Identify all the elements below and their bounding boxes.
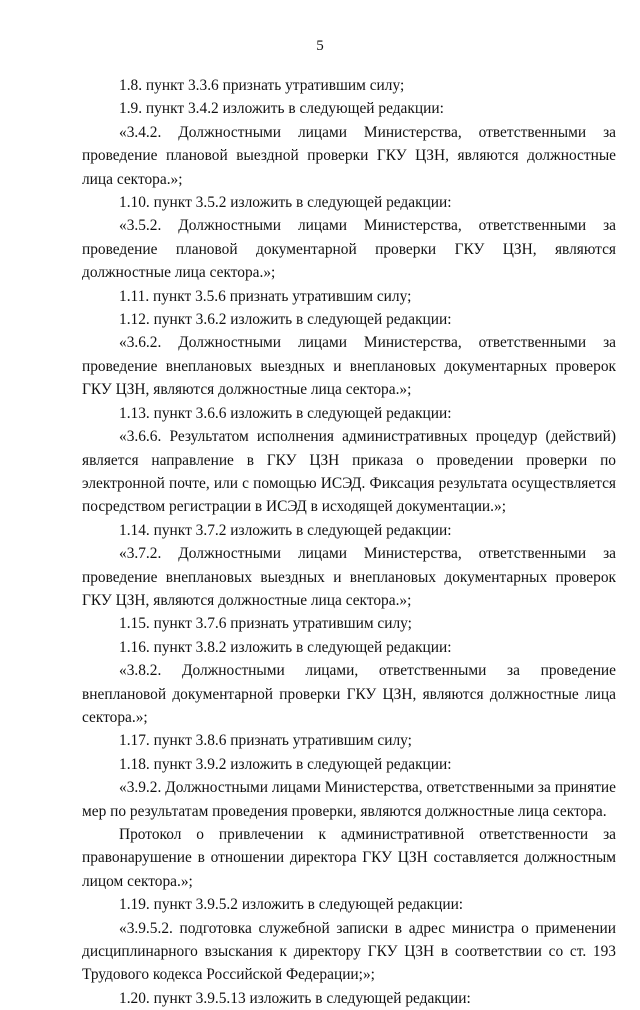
quote-3-8-2: «3.8.2. Должностными лицами, ответственными за проведение внеплановой документарной проверки ГКУ ЦЗН, являются должностные лица сектора.»; [82,662,616,726]
paragraph-1-8: 1.8. пункт 3.3.6 признать утратившим силу; [119,77,405,94]
paragraph-1-12: 1.12. пункт 3.6.2 изложить в следующей редакции: [119,311,452,329]
quote-3-6-6: «3.6.6. Результатом исполнения административных процедур (действий) является направление в ГКУ ЦЗН приказа о проведении проверки по электронной почте, или с помощью ИСЭД. Фиксация результата осуществляется посредством регистрации в ИСЭД в исходящей документации.»; [82,428,616,516]
page-number: 5 [316,38,324,54]
paragraph-1-20: 1.20. пункт 3.9.5.13 изложить в следующей редакции: [119,989,471,1007]
paragraph-1-9: 1.9. пункт 3.4.2 изложить в следующей редакции: [119,100,444,118]
paragraph-protocol: Протокол о привлечении к административной ответственности за правонарушение в отношении директора ГКУ ЦЗН составляется должностным лицом сектора.»; [82,826,616,890]
paragraph-1-10: 1.10. пункт 3.5.2 изложить в следующей редакции: [119,194,452,212]
paragraph-1-18: 1.18. пункт 3.9.2 изложить в следующей редакции: [119,755,452,773]
paragraph-1-13: 1.13. пункт 3.6.6 изложить в следующей редакции: [119,404,452,422]
paragraph-1-17: 1.17. пункт 3.8.6 признать утратившим силу; [119,732,412,750]
document-body [82,74,616,1010]
quote-3-7-2: «3.7.2. Должностными лицами Министерства, ответственными за проведение внеплановых выездных и внеплановых документарных проверок ГКУ ЦЗН, являются должностные лица сектора.»; [82,545,616,609]
paragraph-1-16: 1.16. пункт 3.8.2 изложить в следующей редакции: [119,638,452,656]
quote-3-4-2: «3.4.2. Должностными лицами Министерства, ответственными за проведение плановой выездной проверки ГКУ ЦЗН, являются должностные лица сектора.»; [82,123,616,188]
paragraph-1-19: 1.19. пункт 3.9.5.2 изложить в следующей редакции: [119,896,464,914]
paragraph-1-11: 1.11. пункт 3.5.6 признать утратившим силу; [119,287,412,305]
quote-3-9-5-2: «3.9.5.2. подготовка служебной записки в адрес министра о применении дисциплинарного взыскания к директору ГКУ ЦЗН в соответствии со ст. 193 Трудового кодекса Российской Федерации;»; [82,919,616,984]
paragraph-1-15: 1.15. пункт 3.7.6 признать утратившим силу; [119,615,412,633]
quote-3-5-2: «3.5.2. Должностными лицами Министерства, ответственными за проведение плановой документарной проверки ГКУ ЦЗН, являются должностные лица сектора.»; [82,217,616,282]
quote-3-9-2: «3.9.2. Должностными лицами Министерства, ответственными за принятие мер по результатам проведения проверки, являются должностные лица сектора. [82,779,616,820]
quote-3-6-2: «3.6.2. Должностными лицами Министерства, ответственными за проведение внеплановых выездных и внеплановых документарных проверок ГКУ ЦЗН, являются должностные лица сектора.»; [82,334,616,399]
paragraph-1-14: 1.14. пункт 3.7.2 изложить в следующей редакции: [119,521,452,539]
